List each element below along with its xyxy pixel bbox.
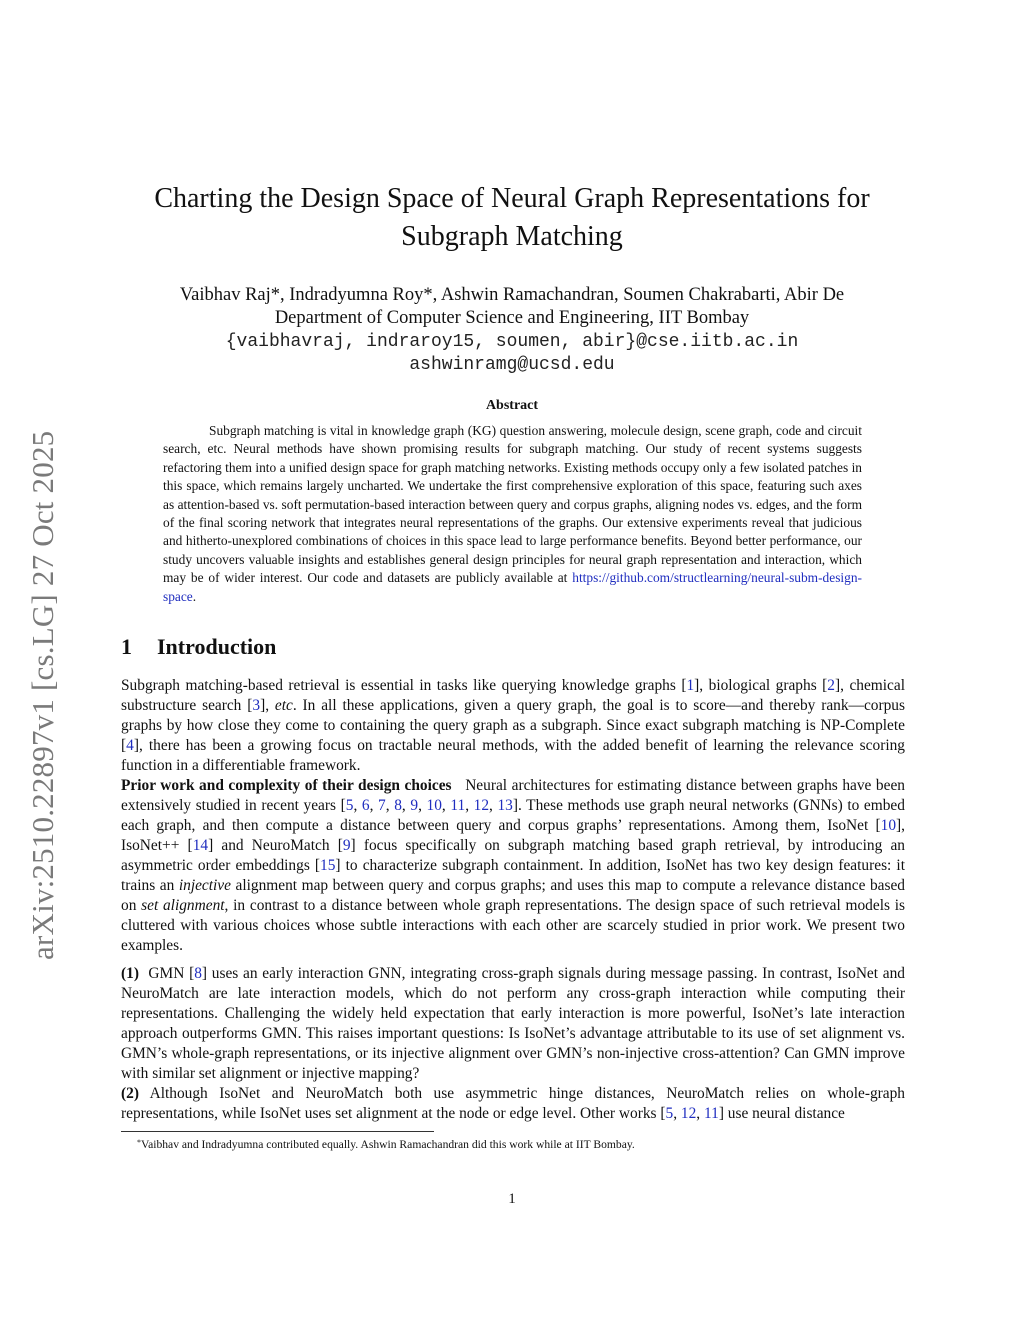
citation-link[interactable]: 1 xyxy=(686,677,695,694)
paper-title xyxy=(110,180,914,256)
item-label: (2) xyxy=(121,1085,139,1102)
paragraph-prior-work: Prior work and complexity of their design choices Neural architectures for estimating distance between graphs have been extensively studied in recent years [5, 6, 7, 8, 9, 10, 11, 12, 13]. These methods use graph neural networks (GNNs) to embed each graph, and then compute a distance between query and corpus graphs’ representations. Among them, IsoNet [10], IsoNet++ [14] and NeuroMatch [9] focus specifically on subgraph matching based graph retrieval, by introducing an asymmetric order embeddings [15] to characterize subgraph containment. In addition, IsoNet has two key design features: it trains an injective alignment map between query and corpus graphs; and uses this map to compute a relevance distance based on set alignment, in contrast to a distance between whole graph representations. The design space of such retrieval models is cluttered with various choices whose subtle interactions with each other are scarcely studied in prior work. We present two examples. xyxy=(121,777,905,954)
abstract-body: Subgraph matching is vital in knowledge graph (KG) question answering, molecule design, scene graph, code and circuit search, etc. Neural methods have shown promising results for subgraph matching. Our study of recent systems suggests refactoring them into a unified design space for graph matching networks. Existing methods occupy only a few isolated patches in this space, which remains largely uncharted. We undertake the first comprehensive exploration of this space, featuring such axes as attention-based vs. soft permutation-based interaction between query and corpus graphs, aligning nodes vs. edges, and the form of the final scoring network that integrates neural representations of the graphs. Our extensive experiments reveal that judicious and hitherto-unexplored combinations of choices in this space lead to large performance benefits. Beyond better performance, our study uncovers valuable insights and establishes general design principles for neural graph representation and interaction, which may be of wider interest. Our code and datasets are publicly available at https://github.com/structlearning/neural-subm-design-space. xyxy=(163,423,862,604)
citation-link[interactable]: 9 xyxy=(410,797,419,814)
citation-link[interactable]: 8 xyxy=(394,797,402,814)
footnote-rule xyxy=(121,1131,434,1132)
paragraph-intro: Subgraph matching-based retrieval is essential in tasks like querying knowledge graphs [1], biological graphs [2], chemical substructure search [3], etc. In all these applications, given a query graph, the goal is to score—and thereby rank—corpus graphs by how close they come to containing the query graph as a subgraph. Since exact subgraph matching is NP-Complete [4], there has been a growing focus on tractable neural methods, with the added benefit of learning the relevance scoring function in a differentiable framework. xyxy=(121,677,905,774)
citation-link[interactable]: 9 xyxy=(342,837,351,854)
footnote xyxy=(121,1136,905,1154)
citation-link[interactable]: 12 xyxy=(680,1105,697,1122)
citation-link[interactable]: 7 xyxy=(378,797,386,814)
section-title: Introduction xyxy=(157,634,277,659)
citation-link[interactable]: 8 xyxy=(194,965,202,982)
code-link[interactable]: https://github.com/structlearning/neural-subm-design-space xyxy=(163,570,862,604)
citation-link[interactable]: 3 xyxy=(252,697,261,714)
abstract-heading: Abstract xyxy=(485,398,539,413)
page-number: 1 xyxy=(508,1191,516,1207)
citation-link[interactable]: 11 xyxy=(704,1105,719,1122)
email-line-1: {vaibhavraj, indraroy15, soumen, abir}@cse.iitb.ac.in xyxy=(225,332,799,352)
citation-link[interactable]: 14 xyxy=(192,837,209,854)
citation-link[interactable]: 13 xyxy=(497,797,513,814)
section-number: 1 xyxy=(121,634,132,659)
citation-link[interactable]: 5 xyxy=(665,1105,674,1122)
citation-link[interactable]: 4 xyxy=(126,737,134,754)
citation-link[interactable]: 10 xyxy=(880,817,897,834)
citation-link[interactable]: 6 xyxy=(361,797,370,814)
title-line-1: Charting the Design Space of Neural Graph Representations for xyxy=(154,183,870,214)
email-line-2: ashwinramg@ucsd.edu xyxy=(409,355,615,375)
item-label: (1) xyxy=(121,965,139,982)
footnote-text: Vaibhav and Indradyumna contributed equally. Ashwin Ramachandran did this work while at IIT Bombay. xyxy=(141,1138,635,1151)
footnote-mark: * xyxy=(137,1138,141,1147)
paragraph-example-2: (2) Although IsoNet and NeuroMatch both use asymmetric hinge distances, NeuroMatch relies on whole-graph representations, while IsoNet uses set alignment at the node or edge level. Other works [5, 12, 11] use neural distance xyxy=(121,1085,905,1122)
citation-link[interactable]: 5 xyxy=(345,797,354,814)
arxiv-identifier: arXiv:2510.22897v1 [cs.LG] 27 Oct 2025 xyxy=(25,430,60,960)
citation-link[interactable]: 11 xyxy=(450,797,466,814)
citation-link[interactable]: 12 xyxy=(473,797,490,814)
abstract-text: Subgraph matching is vital in knowledge graph (KG) question answering, molecule design, scene graph, code and circuit search, etc. Neural methods have shown promising results for subgraph matching. Our study of recent systems suggests refactoring them into a unified design space for graph matching networks. Existing methods occupy only a few isolated patches in this space, which remains largely uncharted. We undertake the first comprehensive exploration of this space, featuring such axes as attention-based vs. soft permutation-based interaction between query and corpus graphs, aligning nodes vs. edges, and the form of the final scoring network that integrates neural representations of the graphs. Our extensive experiments reveal that judicious and hitherto-unexplored combinations of choices in this space lead to large performance benefits. Beyond better performance, our study uncovers valuable insights and establishes general design principles for neural graph representation and interaction, which may be of wider interest. Our code and datasets are publicly available at xyxy=(163,423,862,586)
section-heading xyxy=(121,632,276,662)
author-list: Vaibhav Raj*, Indradyumna Roy*, Ashwin Ramachandran, Soumen Chakrabarti, Abir De xyxy=(179,285,845,305)
citation-link[interactable]: 15 xyxy=(320,857,336,874)
title-line-2: Subgraph Matching xyxy=(401,221,623,252)
affiliation: Department of Computer Science and Engineering, IIT Bombay xyxy=(274,308,750,328)
citation-link[interactable]: 2 xyxy=(827,677,835,694)
paragraph-example-1: (1) GMN [8] uses an early interaction GNN, integrating cross-graph signals during message passing. In contrast, IsoNet and NeuroMatch are late interaction models, which do not perform any cross-graph interaction while computing their representations. Challenging the widely held expectation that early interaction is more powerful, IsoNet’s late interaction approach outperforms GMN. This raises important questions: Is IsoNet’s advantage attributable to its use of set alignment vs. GMN’s whole-graph representations, or its injective alignment over GMN’s non-injective cross-attention? Can GMN improve with similar set alignment or injective mapping? xyxy=(121,965,905,1082)
paragraph-heading: Prior work and complexity of their design choices xyxy=(121,777,452,794)
citation-link[interactable]: 10 xyxy=(426,797,442,814)
